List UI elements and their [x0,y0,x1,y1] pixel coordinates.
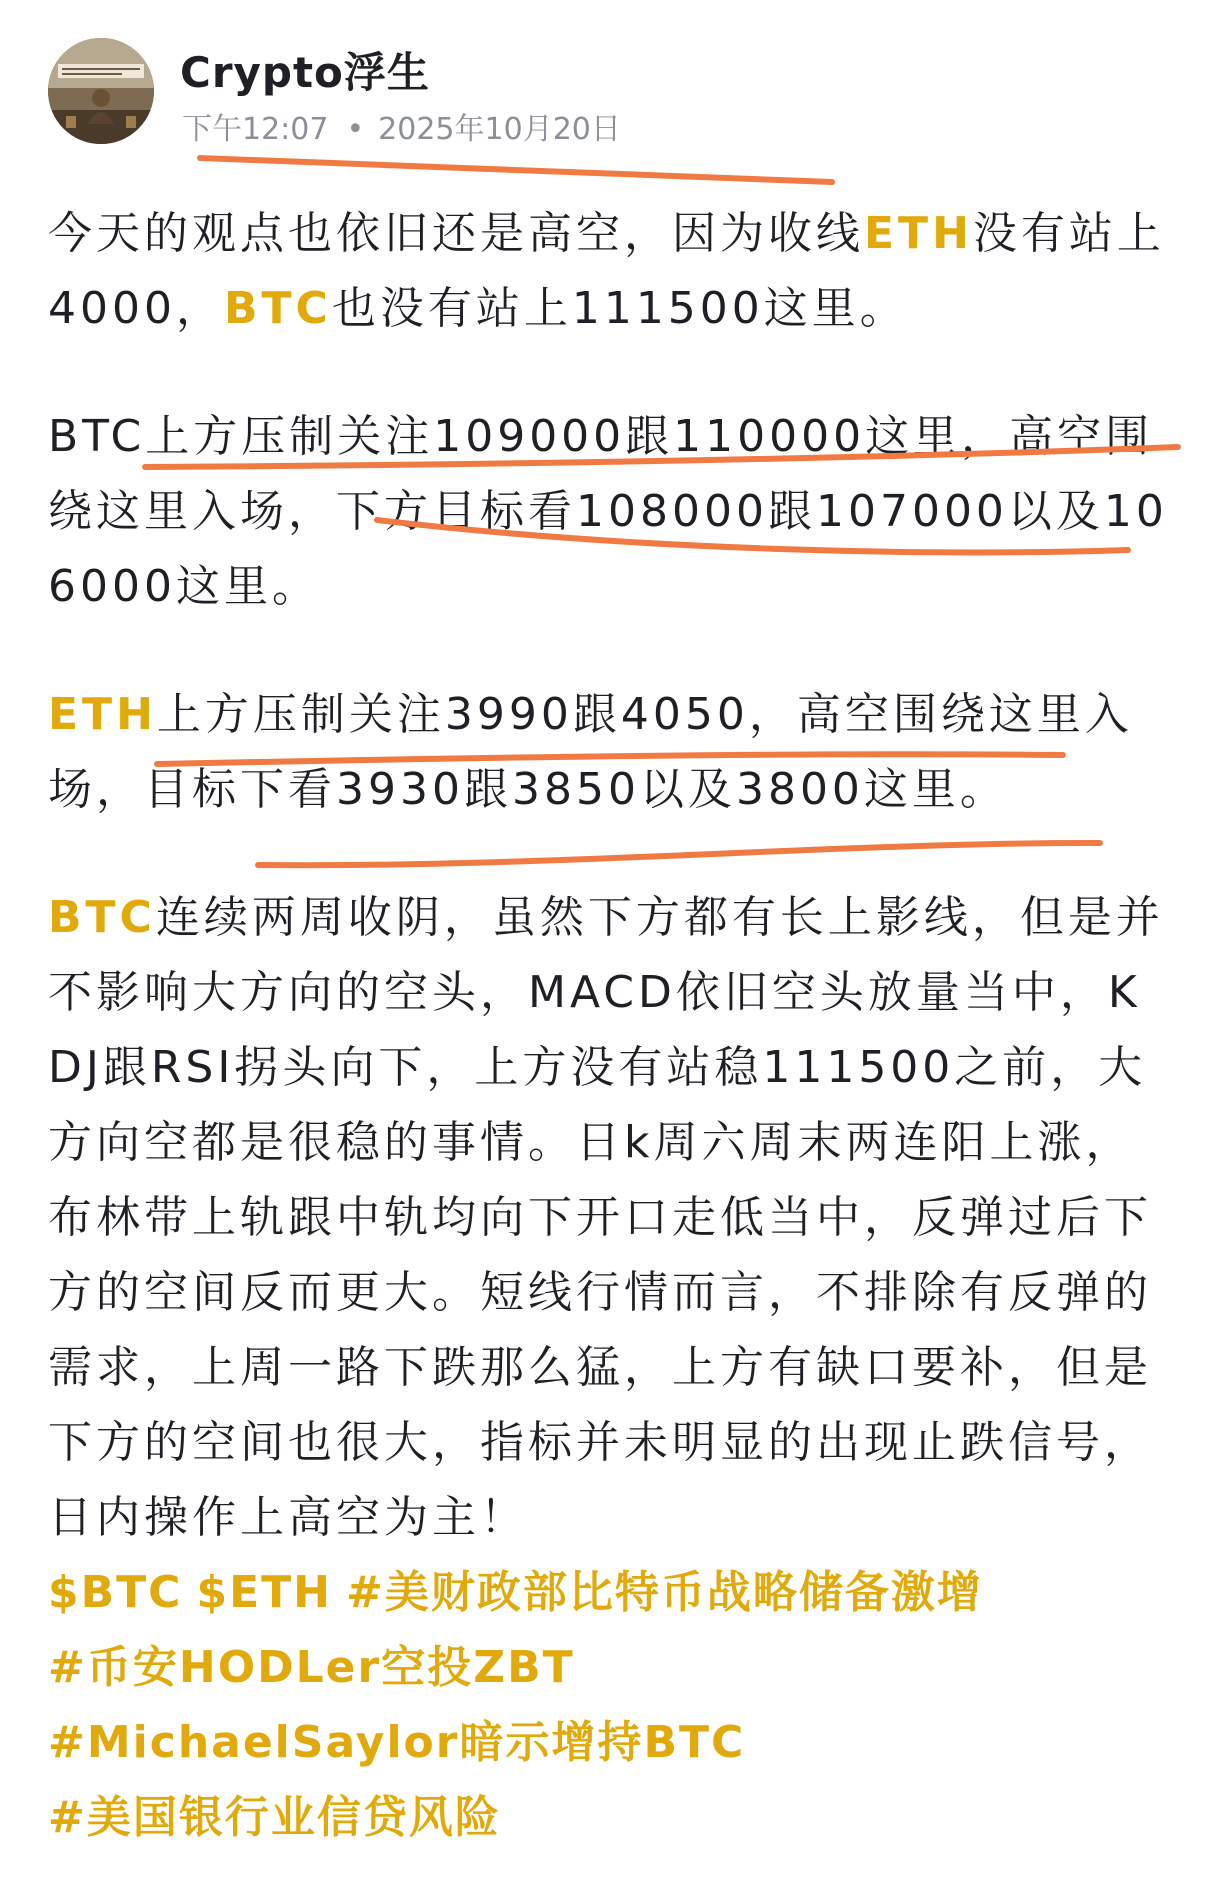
hashtag-treasury-reserve[interactable]: #美财政部比特币战略储备激增 [345,1567,983,1618]
paragraph-1-text-a: 今天的观点也依旧还是高空，因为收线 [48,208,864,259]
author-name[interactable]: Crypto浮生 [180,48,430,97]
annotation-underline-date [200,158,832,182]
avatar-image [48,38,154,144]
eth-mention[interactable]: ETH [48,689,157,740]
cashtag-btc[interactable]: $BTC [48,1567,183,1618]
paragraph-2 [48,399,1178,624]
paragraph-1 [48,196,1178,346]
author-avatar[interactable] [48,38,154,144]
paragraph-4 [48,880,1178,1555]
tag-row-1 [48,1555,1178,1630]
hashtag-us-bank-credit-risk[interactable]: #美国银行业信贷风险 [48,1792,501,1843]
hashtag-michael-saylor[interactable]: #MichaelSaylor暗示增持BTC [48,1717,746,1768]
post-time: 下午12:07 [182,112,329,147]
paragraph-2-text: BTC上方压制关注109000跟110000这里，高空围绕这里入场，下方目标看108000跟107000以及106000这里。 [48,411,1168,612]
paragraph-4-text: 连续两周收阴，虽然下方都有长上影线，但是并不影响大方向的空头，MACD依旧空头放量当中，KDJ跟RSI拐头向下，上方没有站稳111500之前，大方向空都是很稳的事情。日k周六周末两连阳上涨，布林带上轨跟中轨均向下开口走低当中，反弹过后下方的空间反而更大。短线行情而言，不排除有反弹的需求，上周一路下跌那么猛，上方有缺口要补，但是下方的空间也很大，指标并未明显的出现止跌信号，日内操作上高空为主！ [48,892,1164,1543]
post-date: 2025年10月20日 [378,112,621,147]
hashtag-binance-hodler[interactable]: #币安HODLer空投ZBT [48,1642,575,1693]
btc-mention[interactable]: BTC [223,283,332,334]
tag-list [48,1555,1178,1855]
post-header [48,38,1148,148]
paragraph-1-text-c: 没有站上4000， [48,208,1165,334]
meta-separator: • [346,112,365,147]
eth-mention[interactable]: ETH [864,208,973,259]
btc-mention[interactable]: BTC [48,892,156,943]
paragraph-3-text: 上方压制关注3990跟4050，高空围绕这里入场，目标下看3930跟3850以及3800这里。 [48,689,1133,815]
paragraph-3 [48,677,1178,827]
post-meta [182,104,621,148]
cashtag-eth[interactable]: $ETH [196,1567,332,1618]
paragraph-1-text-e: 也没有站上111500这里。 [331,283,908,334]
post-body [48,196,1178,1855]
